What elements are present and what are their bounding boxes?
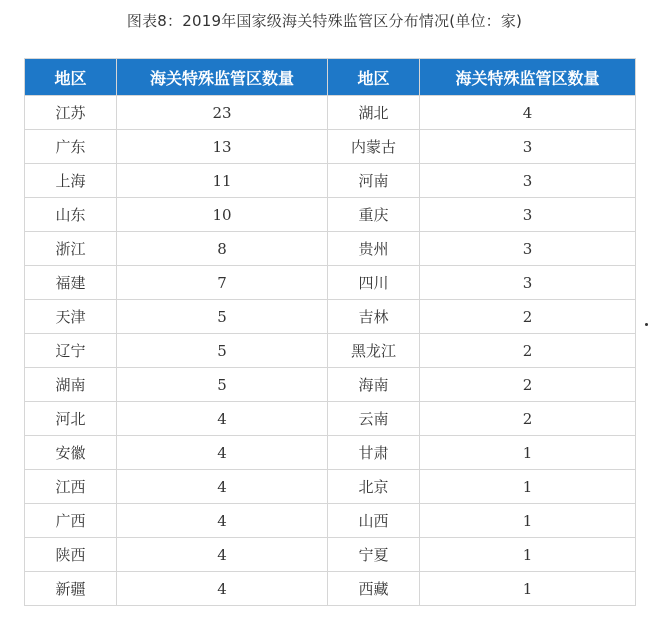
- region-cell: 吉林: [328, 300, 420, 334]
- count-cell: 10: [117, 198, 328, 232]
- region-cell: 河南: [328, 164, 420, 198]
- table-row: [25, 334, 636, 368]
- count-cell: 4: [420, 96, 636, 130]
- count-cell: 2: [420, 300, 636, 334]
- region-cell: 贵州: [328, 232, 420, 266]
- count-cell: 1: [420, 572, 636, 606]
- region-cell: 西藏: [328, 572, 420, 606]
- count-cell: 4: [117, 402, 328, 436]
- table-row: [25, 198, 636, 232]
- region-cell: 河北: [25, 402, 117, 436]
- region-cell: 山西: [328, 504, 420, 538]
- region-cell: 黑龙江: [328, 334, 420, 368]
- region-cell: 天津: [25, 300, 117, 334]
- table-row: [25, 572, 636, 606]
- region-cell: 广西: [25, 504, 117, 538]
- header-region-left: 地区: [25, 59, 117, 96]
- region-cell: 甘肃: [328, 436, 420, 470]
- region-cell: 重庆: [328, 198, 420, 232]
- count-cell: 3: [420, 130, 636, 164]
- region-cell: 云南: [328, 402, 420, 436]
- count-cell: 4: [117, 504, 328, 538]
- count-cell: 1: [420, 538, 636, 572]
- region-cell: 辽宁: [25, 334, 117, 368]
- count-cell: 1: [420, 470, 636, 504]
- count-cell: 5: [117, 334, 328, 368]
- count-cell: 4: [117, 538, 328, 572]
- count-cell: 1: [420, 504, 636, 538]
- count-cell: 5: [117, 368, 328, 402]
- count-cell: 13: [117, 130, 328, 164]
- region-cell: 陕西: [25, 538, 117, 572]
- header-count-right: 海关特殊监管区数量: [420, 59, 636, 96]
- table-row: [25, 164, 636, 198]
- table-row: [25, 232, 636, 266]
- region-cell: 福建: [25, 266, 117, 300]
- region-cell: 上海: [25, 164, 117, 198]
- table-row: [25, 266, 636, 300]
- count-cell: 23: [117, 96, 328, 130]
- region-cell: 四川: [328, 266, 420, 300]
- count-cell: 4: [117, 436, 328, 470]
- count-cell: 5: [117, 300, 328, 334]
- count-cell: 4: [117, 470, 328, 504]
- table-row: [25, 402, 636, 436]
- region-cell: 海南: [328, 368, 420, 402]
- table-row: [25, 368, 636, 402]
- header-count-left: 海关特殊监管区数量: [117, 59, 328, 96]
- count-cell: 1: [420, 436, 636, 470]
- count-cell: 3: [420, 198, 636, 232]
- count-cell: 2: [420, 334, 636, 368]
- table-row: [25, 538, 636, 572]
- data-table: [24, 58, 636, 606]
- region-cell: 广东: [25, 130, 117, 164]
- count-cell: 3: [420, 164, 636, 198]
- table-row: [25, 96, 636, 130]
- region-cell: 江苏: [25, 96, 117, 130]
- region-cell: 江西: [25, 470, 117, 504]
- table-row: [25, 130, 636, 164]
- region-cell: 浙江: [25, 232, 117, 266]
- count-cell: 3: [420, 266, 636, 300]
- region-cell: 北京: [328, 470, 420, 504]
- region-cell: 安徽: [25, 436, 117, 470]
- region-cell: 新疆: [25, 572, 117, 606]
- count-cell: 2: [420, 402, 636, 436]
- table-header-row: [25, 59, 636, 96]
- stray-dot-mark: [645, 323, 648, 326]
- table-caption: 图表8：2019年国家级海关特殊监管区分布情况(单位：家): [126, 12, 523, 30]
- table-row: [25, 300, 636, 334]
- region-cell: 内蒙古: [328, 130, 420, 164]
- count-cell: 11: [117, 164, 328, 198]
- count-cell: 4: [117, 572, 328, 606]
- table-row: [25, 504, 636, 538]
- region-cell: 湖南: [25, 368, 117, 402]
- count-cell: 8: [117, 232, 328, 266]
- header-region-right: 地区: [328, 59, 420, 96]
- region-cell: 宁夏: [328, 538, 420, 572]
- table-row: [25, 436, 636, 470]
- count-cell: 7: [117, 266, 328, 300]
- count-cell: 3: [420, 232, 636, 266]
- region-cell: 山东: [25, 198, 117, 232]
- count-cell: 2: [420, 368, 636, 402]
- table-row: [25, 470, 636, 504]
- region-cell: 湖北: [328, 96, 420, 130]
